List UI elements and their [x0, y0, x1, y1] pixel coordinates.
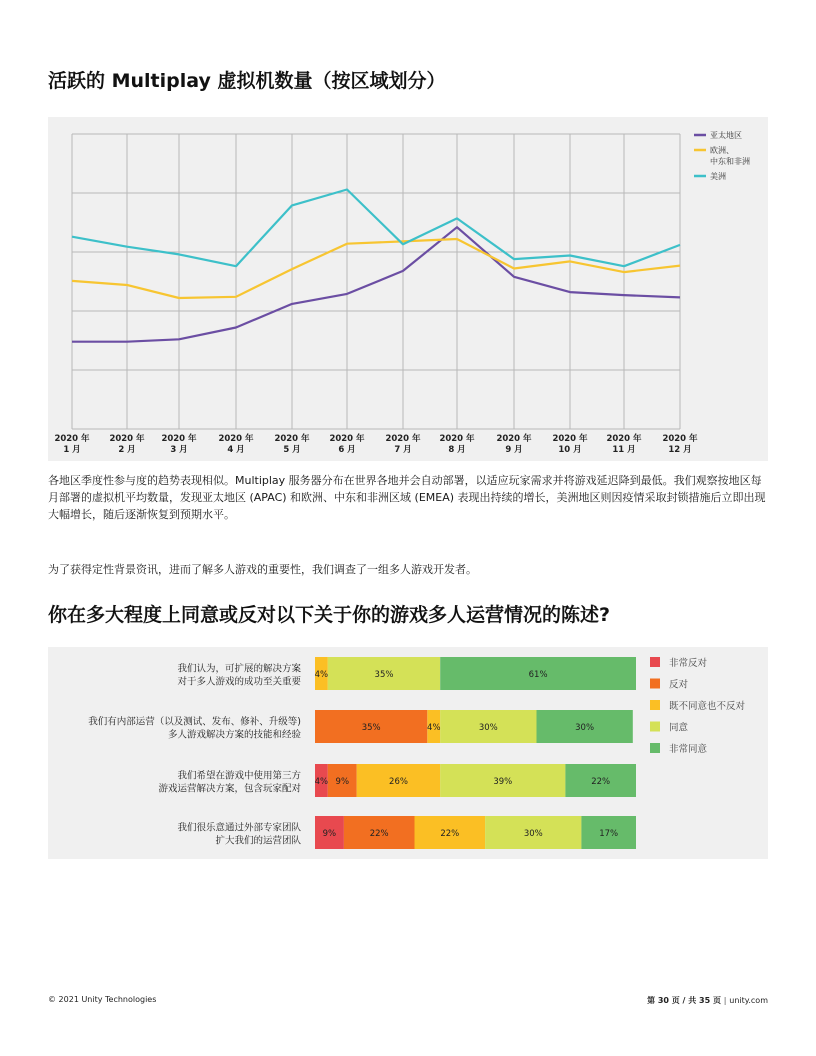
bar-value-label: 4% — [427, 723, 441, 733]
category-label: 我们很乐意通过外部专家团队 — [177, 822, 301, 834]
footer-site-link[interactable]: unity.com — [729, 996, 768, 1005]
bar-value-label: 9% — [322, 829, 337, 839]
stacked-bar-chart-panel — [48, 647, 768, 859]
category-label: 多人游戏解决方案的技能和经验 — [167, 729, 301, 741]
bar-value-label: 30% — [478, 723, 498, 733]
chart1-title: 活跃的 Multiplay 虚拟机数量（按区域划分） — [48, 70, 446, 92]
bar-value-label: 39% — [493, 777, 513, 787]
x-tick-label: 2020 年 4 月 — [218, 434, 254, 455]
x-tick-label: 2020 年 10 月 — [552, 434, 588, 455]
x-tick-label: 2020 年 1 月 — [54, 434, 90, 455]
category-label: 扩大我们的运营团队 — [215, 835, 301, 847]
legend-label: 美洲 — [710, 172, 726, 181]
x-tick-label: 2020 年 7 月 — [385, 434, 421, 455]
bar-value-label: 22% — [591, 777, 611, 787]
legend-label: 中东和非洲 — [710, 157, 750, 166]
x-tick-label: 2020 年 9 月 — [496, 434, 532, 455]
footer-page-info — [647, 995, 768, 1006]
footer-page-number: 第 30 页 / 共 35 页 — [647, 996, 721, 1005]
bar-value-label: 30% — [523, 829, 543, 839]
footer-copyright: © 2021 Unity Technologies — [48, 995, 157, 1004]
legend-swatch-2 — [650, 700, 660, 710]
category-label: 游戏运营解决方案，包含玩家配对 — [158, 783, 301, 795]
series-line-0 — [72, 227, 680, 342]
paragraph-survey-intro: 为了获得定性背景资讯，进而了解多人游戏的重要性，我们调查了一组多人游戏开发者。 — [48, 563, 477, 576]
legend-swatch-3 — [650, 722, 660, 732]
x-tick-label: 2020 年 2 月 — [109, 434, 145, 455]
series-line-2 — [72, 190, 680, 267]
bar-value-label: 35% — [361, 723, 381, 733]
paragraph-regional-trends: 各地区季度性参与度的趋势表现相似。Multiplay 服务器分布在世界各地并会自动部署，以适应玩家需求并将游戏延迟降到最低。我们观察按地区每月部署的虚拟机平均数量，发现亚太地区 (APAC) 和欧洲、中东和非洲区域 (EMEA) 表现出持续的增长，美洲地区则因疫情采取封锁措施后立即出现大幅增长，随后逐渐恢复到预期水平。 — [48, 474, 766, 521]
line-chart-panel — [48, 117, 768, 461]
legend-label: 亚太地区 — [710, 131, 742, 140]
chart2-title: 你在多大程度上同意或反对以下关于你的游戏多人运营情况的陈述? — [48, 604, 611, 626]
legend-label: 欧洲、 — [710, 146, 734, 155]
x-tick-label: 2020 年 8 月 — [439, 434, 475, 455]
legend-label: 反对 — [669, 679, 689, 691]
bar-value-label: 17% — [599, 829, 619, 839]
category-label: 我们认为，可扩展的解决方案 — [177, 663, 301, 675]
bar-value-label: 9% — [335, 777, 350, 787]
bar-value-label: 4% — [314, 777, 329, 787]
bar-value-label: 26% — [389, 777, 408, 787]
bar-value-label: 35% — [374, 670, 394, 680]
stacked-bar-chart — [48, 647, 768, 859]
line-chart — [48, 117, 768, 461]
category-label: 我们希望在游戏中使用第三方 — [177, 770, 301, 782]
bar-value-label: 61% — [528, 670, 548, 680]
legend-label: 同意 — [669, 722, 689, 734]
x-tick-label: 2020 年 12 月 — [662, 434, 698, 455]
footer-separator: | — [723, 996, 727, 1005]
legend-swatch-0 — [650, 657, 660, 667]
x-tick-label: 2020 年 5 月 — [274, 434, 310, 455]
legend-label: 既不同意也不反对 — [669, 701, 746, 712]
series-line-1 — [72, 239, 680, 298]
legend-label: 非常反对 — [669, 658, 708, 669]
bar-value-label: 22% — [369, 829, 389, 839]
legend-label: 非常同意 — [669, 744, 708, 755]
bar-value-label: 4% — [314, 670, 329, 680]
x-tick-label: 2020 年 11 月 — [606, 434, 642, 455]
legend-swatch-4 — [650, 743, 660, 753]
category-label: 对于多人游戏的成功至关重要 — [177, 676, 301, 688]
x-tick-label: 2020 年 3 月 — [161, 434, 197, 455]
legend-swatch-1 — [650, 679, 660, 689]
x-tick-label: 2020 年 6 月 — [329, 434, 365, 455]
bar-value-label: 22% — [440, 829, 460, 839]
category-label: 我们有内部运营（以及测试、发布、修补、升级等) — [88, 716, 301, 728]
bar-value-label: 30% — [575, 723, 595, 733]
